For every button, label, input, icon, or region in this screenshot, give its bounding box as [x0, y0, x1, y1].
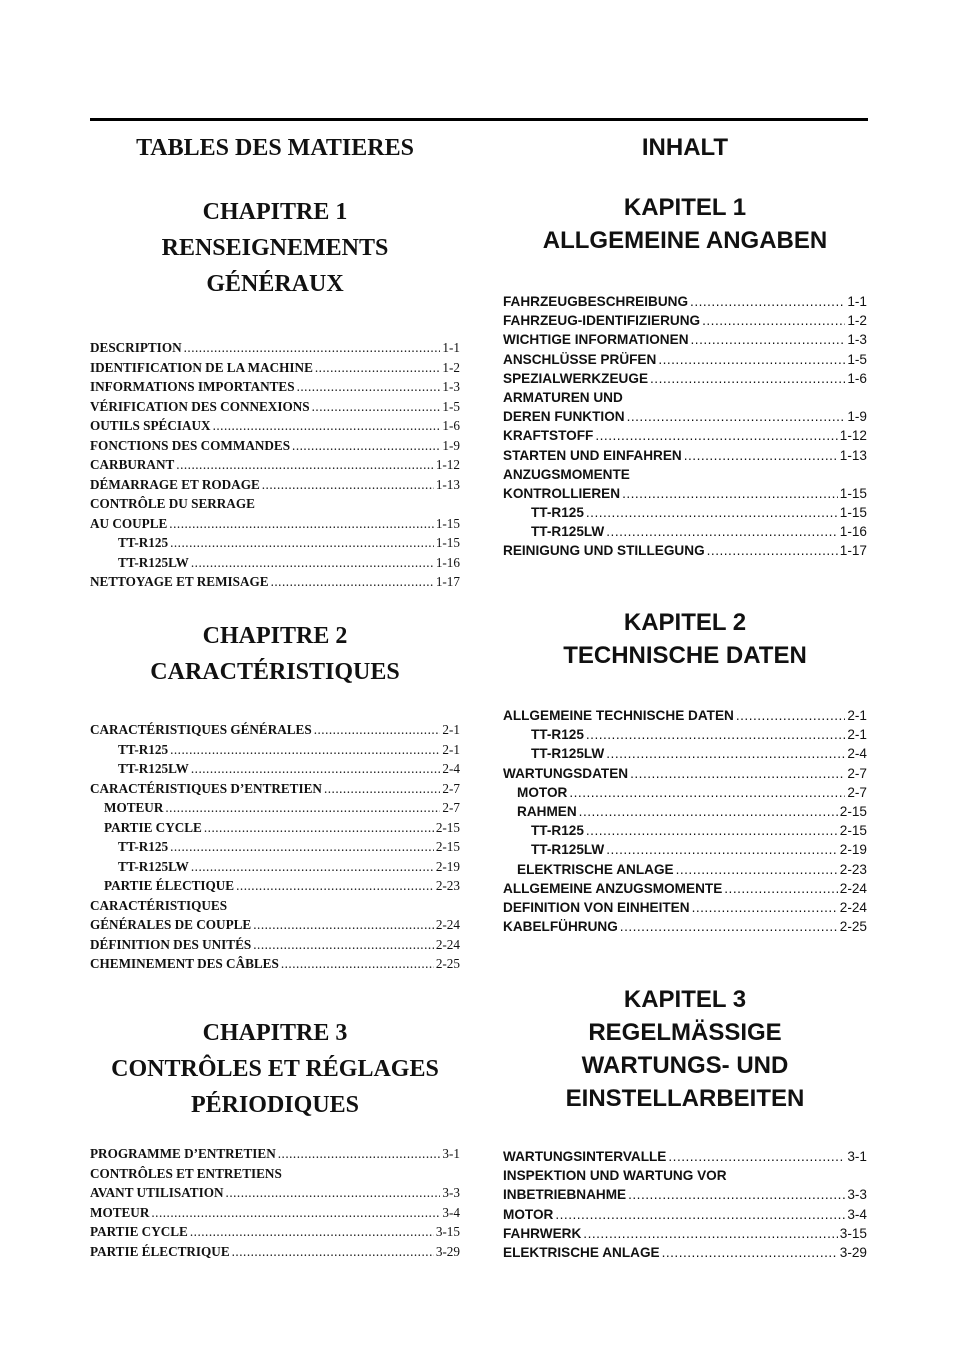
chapter-number: CHAPITRE 3 [202, 1020, 348, 1046]
dot-leader [684, 446, 838, 465]
toc-entry[interactable] [503, 1243, 867, 1262]
dot-leader [253, 915, 434, 935]
toc-entry-title: AU COUPLE [90, 515, 168, 531]
toc-entry-page: 1-15 [839, 485, 867, 501]
dot-leader [650, 369, 845, 388]
toc-entry-title: CARACTÉRISTIQUES [90, 897, 228, 913]
toc-entry-page: 1-1 [847, 294, 867, 309]
chapter-heading [90, 1015, 460, 1123]
dot-leader [232, 1242, 434, 1262]
chapter-heading [90, 618, 460, 690]
chapter-title-line: EINSTELLARBEITEN [565, 1085, 805, 1112]
chapter-entries [503, 706, 867, 936]
toc-entry-page: 2-25 [435, 956, 460, 971]
toc-entry[interactable] [503, 503, 867, 522]
dot-leader [622, 484, 838, 503]
dot-leader [668, 1147, 845, 1166]
toc-entry-title: TT-R125 [531, 505, 584, 521]
toc-entry[interactable] [90, 455, 460, 475]
chapter-number: CHAPITRE 2 [202, 623, 348, 649]
toc-entry[interactable] [503, 350, 867, 369]
toc-entry-title: TT-R125 [118, 535, 169, 550]
dot-leader [555, 1205, 845, 1224]
dot-leader [184, 338, 441, 358]
dot-leader [724, 879, 838, 898]
dot-leader [569, 783, 845, 802]
dot-leader [226, 1183, 441, 1203]
toc-entry[interactable] [503, 292, 867, 311]
chapter-title-line: CARACTÉRISTIQUES [150, 659, 400, 685]
toc-entry-page: 2-25 [839, 919, 867, 935]
toc-entry-title: CARACTÉRISTIQUES GÉNÉRALES [90, 722, 312, 737]
toc-entry[interactable] [90, 436, 460, 456]
toc-entry-title: TT-R125LW [531, 842, 605, 858]
toc-entry-title: FAHRWERK [503, 1225, 582, 1241]
toc-entry-title: FAHRZEUG-IDENTIFIZIERUNG [503, 313, 701, 329]
dot-leader [204, 818, 434, 838]
toc-entry-title: GÉNÉRALES DE COUPLE [90, 917, 252, 932]
toc-entry-page: 1-9 [442, 437, 460, 453]
toc-entry-page: 2-7 [442, 780, 460, 796]
toc-entry-page: 2-23 [435, 878, 460, 893]
toc-entry-page: 2-7 [442, 800, 460, 815]
toc-entry[interactable] [90, 475, 460, 495]
chapter-heading [90, 194, 460, 302]
toc-entry-title: FAHRZEUGBESCHREIBUNG [503, 294, 689, 309]
dot-leader [213, 416, 441, 436]
toc-entry-title: FONCTIONS DES COMMANDES [90, 437, 291, 453]
toc-entry-title: PARTIE CYCLE [104, 819, 202, 835]
toc-entry-page: 1-15 [839, 505, 867, 521]
toc-entry-title: ANSCHLÜSSE PRÜFEN [503, 351, 657, 367]
toc-entry[interactable] [503, 330, 867, 349]
toc-entry[interactable] [90, 1203, 460, 1223]
toc-entry-title: KONTROLLIEREN [503, 485, 621, 501]
toc-entry-title: OUTILS SPÉCIAUX [90, 418, 211, 433]
toc-entry[interactable] [90, 837, 460, 857]
toc-entry-title: MOTOR [517, 784, 568, 800]
toc-entry-title: MOTEUR [104, 800, 164, 815]
toc-entry-page: 1-6 [847, 370, 867, 386]
toc-entry[interactable] [90, 857, 460, 877]
toc-entry-title: WARTUNGSDATEN [503, 765, 629, 781]
toc-entry-page: 3-15 [839, 1225, 867, 1241]
dot-leader [312, 397, 441, 417]
toc-entry-title: ELEKTRISCHE ANLAGE [517, 861, 674, 877]
chapter-title-line: GÉNÉRAUX [206, 271, 344, 297]
toc-column-french [90, 122, 460, 1259]
toc-entry-title: NETTOYAGE ET REMISAGE [90, 574, 269, 589]
toc-entry[interactable] [90, 572, 460, 592]
toc-entry[interactable] [90, 759, 460, 779]
toc-entry-page: 3-4 [847, 1206, 867, 1222]
dot-leader [170, 740, 440, 760]
toc-entry[interactable] [90, 779, 460, 799]
toc-entry-title: MOTOR [503, 1206, 554, 1222]
dot-leader [586, 821, 838, 840]
chapter-title-line: PÉRIODIQUES [190, 1092, 360, 1118]
toc-entry-page: 2-24 [839, 899, 867, 915]
dot-leader [281, 954, 434, 974]
chapter-number: KAPITEL 1 [623, 194, 747, 221]
toc-entry-page: 1-5 [442, 398, 460, 414]
toc-entry-page: 1-12 [839, 428, 867, 444]
toc-entry-page: 1-16 [435, 554, 460, 570]
dot-leader [606, 522, 838, 541]
toc-entry-page: 1-3 [847, 332, 867, 348]
dot-leader [191, 759, 441, 779]
dot-leader [736, 706, 845, 725]
toc-entry-title: TT-R125 [118, 741, 169, 757]
dot-leader [190, 1222, 434, 1242]
toc-entry-title: KABELFÜHRUNG [503, 919, 618, 935]
chapter-title-line: ALLGEMEINE ANGABEN [542, 227, 828, 254]
dot-leader [579, 802, 838, 821]
toc-entry[interactable] [90, 915, 460, 935]
toc-entry-title: TT-R125LW [118, 858, 189, 874]
dot-leader [595, 426, 837, 445]
toc-entry-page: 3-29 [839, 1244, 867, 1260]
toc-entry[interactable] [503, 783, 867, 802]
dot-leader [165, 798, 440, 818]
toc-entry-title: TT-R125 [531, 823, 584, 839]
toc-entry-title: INBETRIEBNAHME [503, 1187, 627, 1203]
dot-leader [278, 1144, 441, 1164]
toc-entry-title: CARACTÉRISTIQUES D’ENTRETIEN [90, 780, 322, 796]
toc-entry[interactable] [503, 706, 867, 725]
toc-entry-page: 1-5 [847, 351, 867, 367]
dot-leader [271, 572, 434, 592]
toc-entry-page: 2-24 [839, 880, 867, 896]
toc-title: TABLES DES MATIERES [136, 135, 414, 161]
toc-entry[interactable] [90, 720, 460, 740]
toc-entry-title: REINIGUNG UND STILLEGUNG [503, 543, 705, 559]
toc-entry[interactable] [90, 397, 460, 417]
toc-entry-title: SPEZIALWERKZEUGE [503, 370, 649, 386]
toc-entry-page: 1-9 [847, 409, 867, 425]
dot-leader [151, 1203, 440, 1223]
toc-entry-title: WARTUNGSINTERVALLE [503, 1149, 667, 1164]
toc-entry-title: INSPEKTION UND WARTUNG VOR [503, 1168, 727, 1184]
toc-entry[interactable] [503, 764, 867, 783]
toc-entry[interactable] [503, 860, 867, 879]
toc-entry-page: 1-3 [442, 379, 460, 394]
dot-leader [324, 779, 440, 799]
toc-entry[interactable] [503, 311, 867, 330]
toc-entry-page: 1-13 [839, 447, 867, 463]
toc-entry-title: CONTRÔLE DU SERRAGE [90, 496, 255, 511]
toc-entry[interactable] [90, 818, 460, 838]
toc-entry-title: ALLGEMEINE TECHNISCHE DATEN [503, 708, 734, 723]
dot-leader [702, 311, 845, 330]
dot-leader [315, 358, 441, 378]
dot-leader [253, 935, 434, 955]
toc-entry-title: DEFINITION VON EINHEITEN [503, 899, 690, 915]
toc-column-german [503, 122, 867, 1260]
chapter-heading [503, 191, 867, 257]
toc-entry[interactable] [503, 879, 867, 898]
toc-entry[interactable] [90, 514, 460, 534]
toc-entry-title: DÉFINITION DES UNITÉS [90, 936, 252, 952]
toc-entry-page: 2-1 [442, 741, 460, 757]
toc-entry-page: 2-19 [839, 842, 867, 858]
toc-entry-title: AVANT UTILISATION [90, 1185, 224, 1200]
toc-entry-title: TT-R125LW [118, 761, 189, 776]
toc-entry-page: 2-7 [847, 784, 867, 800]
toc-entry-title: CARBURANT [90, 457, 175, 472]
toc-entry-page: 3-3 [442, 1185, 460, 1200]
chapter-number: CHAPITRE 1 [202, 199, 348, 225]
top-rule [90, 118, 868, 121]
dot-leader [620, 917, 838, 936]
toc-entry-page: 1-6 [442, 418, 460, 433]
toc-entry-page: 3-15 [435, 1224, 460, 1239]
dot-leader [169, 514, 434, 534]
dot-leader [606, 744, 845, 763]
dot-leader [292, 436, 440, 456]
dot-leader [176, 455, 434, 475]
toc-entry[interactable] [90, 1144, 460, 1164]
dot-leader [583, 1224, 837, 1243]
toc-entry-page: 1-2 [442, 359, 460, 375]
toc-title: INHALT [641, 134, 729, 161]
toc-entry-title: DEREN FUNKTION [503, 409, 625, 425]
dot-leader [586, 503, 838, 522]
toc-entry-page: 3-3 [847, 1187, 867, 1203]
toc-entry[interactable] [90, 798, 460, 818]
toc-entry-page: 2-15 [839, 823, 867, 839]
toc-entry[interactable] [90, 553, 460, 573]
dot-leader [236, 876, 434, 896]
toc-entry-title: CHEMINEMENT DES CÂBLES [90, 956, 279, 971]
toc-entry-page: 2-23 [839, 861, 867, 877]
toc-entry[interactable] [90, 954, 460, 974]
toc-entry[interactable] [503, 388, 867, 407]
toc-entry-page: 2-1 [847, 727, 867, 743]
toc-entry-page: 1-17 [839, 543, 867, 559]
toc-entry-title: STARTEN UND EINFAHREN [503, 447, 682, 463]
toc-entry-page: 1-17 [435, 574, 460, 589]
dot-leader [630, 764, 845, 783]
toc-entry-page: 2-1 [847, 708, 867, 723]
toc-entry-page: 3-1 [442, 1146, 460, 1161]
toc-entry-title: TT-R125LW [118, 554, 189, 570]
dot-leader [262, 475, 434, 495]
dot-leader [676, 860, 838, 879]
toc-entry[interactable] [90, 876, 460, 896]
toc-entry[interactable] [503, 426, 867, 445]
toc-entry[interactable] [503, 1166, 867, 1185]
toc-entry[interactable] [503, 821, 867, 840]
chapter-heading [503, 606, 867, 672]
toc-entry-page: 1-16 [839, 524, 867, 540]
chapter-entries [503, 292, 867, 561]
toc-entry-page: 1-15 [435, 515, 460, 531]
toc-entry-title: DÉMARRAGE ET RODAGE [90, 476, 260, 492]
chapter-entries [90, 1144, 460, 1261]
toc-entry-page: 2-4 [847, 746, 867, 762]
toc-entry[interactable] [503, 369, 867, 388]
toc-entry[interactable] [90, 935, 460, 955]
dot-leader [690, 292, 845, 311]
toc-entry-title: ALLGEMEINE ANZUGSMOMENTE [503, 880, 723, 896]
dot-leader [662, 1243, 838, 1262]
dot-leader [297, 377, 441, 397]
toc-entry[interactable] [503, 446, 867, 465]
dot-leader [627, 407, 846, 426]
toc-entry-title: TT-R125LW [531, 746, 605, 762]
toc-entry[interactable] [90, 338, 460, 358]
toc-entry-title: PARTIE CYCLE [90, 1224, 188, 1239]
toc-entry-title: MOTEUR [90, 1204, 150, 1220]
dot-leader [170, 533, 434, 553]
toc-entry-page: 1-2 [847, 313, 867, 329]
chapter-title-line: CONTRÔLES ET RÉGLAGES [111, 1056, 439, 1082]
toc-entry[interactable] [503, 541, 867, 560]
toc-entry-page: 1-13 [435, 476, 460, 492]
toc-entry-title: TT-R125LW [531, 524, 605, 540]
toc-entry[interactable] [90, 740, 460, 760]
toc-entry[interactable] [503, 1185, 867, 1204]
toc-entry-title: ARMATUREN UND [503, 389, 623, 405]
toc-entry-title: IDENTIFICATION DE LA MACHINE [90, 359, 313, 375]
dot-leader [691, 330, 846, 349]
dot-leader [707, 541, 838, 560]
chapter-number: KAPITEL 2 [623, 609, 747, 636]
chapter-number: KAPITEL 3 [623, 986, 747, 1013]
toc-entry[interactable] [503, 1205, 867, 1224]
chapter-title-line: WARTUNGS- UND [581, 1052, 789, 1079]
chapter-title-line: TECHNISCHE DATEN [563, 642, 807, 669]
chapter-entries [503, 1147, 867, 1262]
dot-leader [170, 837, 434, 857]
toc-entry[interactable] [503, 898, 867, 917]
toc-entry[interactable] [90, 1183, 460, 1203]
toc-entry-page: 2-19 [435, 858, 460, 874]
toc-entry-page: 3-4 [442, 1204, 460, 1220]
toc-entry[interactable] [503, 840, 867, 859]
toc-entry-page: 2-7 [847, 765, 867, 781]
toc-entry-title: RAHMEN [517, 803, 577, 819]
toc-entry-page: 1-1 [442, 340, 460, 355]
toc-entry[interactable] [503, 1224, 867, 1243]
toc-entry[interactable] [503, 407, 867, 426]
toc-entry[interactable] [503, 522, 867, 541]
toc-entry-title: CONTRÔLES ET ENTRETIENS [90, 1165, 282, 1181]
toc-entry-page: 1-15 [435, 535, 460, 550]
toc-entry-title: DESCRIPTION [90, 340, 182, 355]
dot-leader [191, 857, 434, 877]
toc-entry[interactable] [90, 494, 460, 514]
chapter-entries [90, 338, 460, 592]
toc-entry[interactable] [90, 533, 460, 553]
toc-entry-page: 2-15 [435, 819, 460, 835]
toc-entry[interactable] [90, 1242, 460, 1262]
dot-leader [586, 725, 845, 744]
toc-entry-title: TT-R125 [531, 727, 584, 743]
toc-entry-title: ELEKTRISCHE ANLAGE [503, 1244, 660, 1260]
toc-entry-title: INFORMATIONS IMPORTANTES [90, 379, 295, 394]
toc-entry-page: 2-1 [442, 722, 460, 737]
chapter-entries [90, 720, 460, 974]
toc-entry-page: 2-15 [435, 839, 460, 854]
toc-entry[interactable] [90, 1164, 460, 1184]
toc-entry[interactable] [503, 725, 867, 744]
dot-leader [191, 553, 434, 573]
dot-leader [692, 898, 838, 917]
dot-leader [314, 720, 441, 740]
toc-entry[interactable] [90, 1222, 460, 1242]
toc-entry[interactable] [90, 358, 460, 378]
toc-entry-title: ANZUGSMOMENTE [503, 466, 630, 482]
toc-entry-title: PARTIE ÉLECTIQUE [104, 878, 235, 893]
toc-entry-page: 1-12 [435, 457, 460, 472]
toc-entry[interactable] [503, 465, 867, 484]
toc-entry[interactable] [503, 917, 867, 936]
toc-entry-title: KRAFTSTOFF [503, 428, 594, 444]
toc-entry-page: 2-15 [839, 803, 867, 819]
toc-entry[interactable] [90, 377, 460, 397]
chapter-title-line: REGELMÄSSIGE [588, 1019, 782, 1046]
toc-entry-page: 2-4 [442, 761, 460, 776]
toc-entry[interactable] [90, 896, 460, 916]
dot-leader [658, 350, 845, 369]
toc-entry[interactable] [503, 802, 867, 821]
toc-entry-title: PARTIE ÉLECTRIQUE [90, 1243, 230, 1259]
chapter-heading [503, 983, 867, 1115]
toc-entry-title: TT-R125 [118, 839, 169, 854]
chapter-title-line: RENSEIGNEMENTS [161, 235, 389, 261]
toc-entry-title: WICHTIGE INFORMATIONEN [503, 332, 689, 348]
toc-entry[interactable] [503, 744, 867, 763]
toc-entry-title: PROGRAMME D’ENTRETIEN [90, 1146, 276, 1161]
toc-entry-page: 2-24 [435, 936, 460, 952]
toc-entry-page: 2-24 [435, 917, 460, 932]
toc-entry[interactable] [503, 1147, 867, 1166]
dot-leader [606, 840, 838, 859]
toc-entry[interactable] [90, 416, 460, 436]
toc-entry[interactable] [503, 484, 867, 503]
toc-entry-page: 3-29 [435, 1243, 460, 1259]
toc-entry-title: VÉRIFICATION DES CONNEXIONS [90, 398, 310, 414]
toc-entry-page: 3-1 [847, 1149, 867, 1164]
dot-leader [628, 1185, 845, 1204]
